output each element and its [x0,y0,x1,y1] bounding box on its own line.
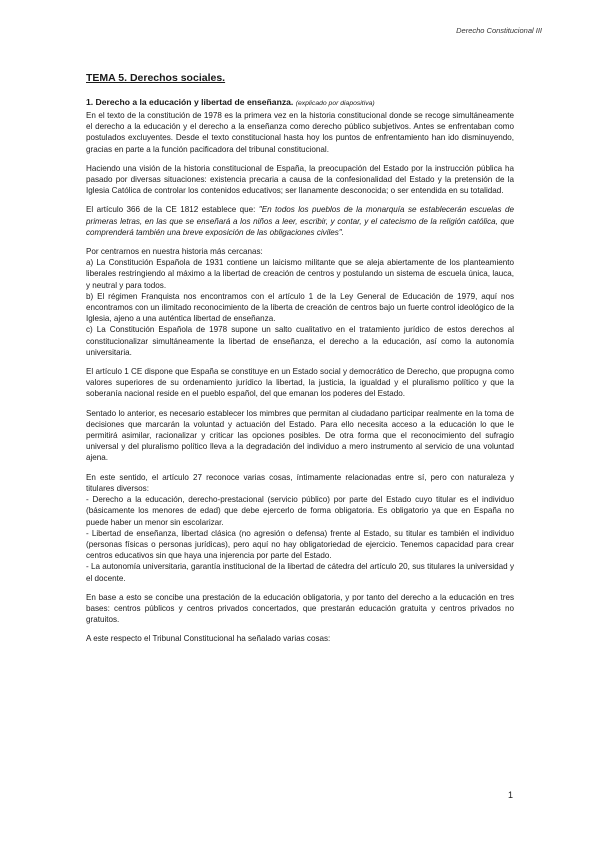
document-body [86,72,514,653]
bullet-item-3: - La autonomía universitaria, garantía institucional de la libertad de cátedra del artículo 20, sus titulares la universidad y el docente. [86,562,514,583]
paragraph-2: Haciendo una visión de la historia constitucional de España, la preocupación del Estado por la instrucción pública ha pasado por diversas situaciones: existencia precaria a causa de la confesionalidad del Estado y la pretensión de la Iglesia Católica de controlar los contenidos educativos; ser llanamente desconocida; o ser entendida en su totalidad. [86,163,514,196]
paragraph-5: El artículo 1 CE dispone que España se constituye en un Estado social y democrático de Derecho, que propugna como valores superiores de su ordenamiento jurídico la libertad, la justicia, la igualdad y el pluralismo político y que la soberanía nacional reside en el pueblo español, del que emanan los poderes del Estado. [86,367,514,399]
section-heading-text: 1. Derecho a la educación y libertad de enseñanza. [86,97,294,107]
paragraph-7-intro: En este sentido, el artículo 27 reconoce varias cosas, íntimamente relacionadas entre sí, pero con naturaleza y titulares diversos: [86,472,514,493]
page-number: 1 [507,790,513,800]
paragraph-4-intro: Por centrarnos en nuestra historia más cercanas: [86,247,263,257]
paragraph-1: En el texto de la constitución de 1978 es la primera vez en la historia constitucional donde se recoge simultáneamente el derecho a la educación y el derecho a la enseñanza como derecho público subjetivos. Antes se enfrentaban como postulados excluyentes. Desde el texto constitucional hasta hoy los puntos de enfrentamiento han ido disminuyendo, gracias en parte a la función pacificadora del tribunal constitucional. [86,111,514,154]
paragraph-3-quote: "En todos los pueblos de la monarquía se establecerán escuelas de primeras letras, en las que se enseñará a los niños a leer, escribir, y contar, y el catecismo de la religión católica, que comprenderá también una breve exposición de las obligaciones civiles". [86,205,514,237]
paragraph-8: En base a esto se concibe una prestación de la educación obligatoria, y por tanto del derecho a la educación en tres bases: centros públicos y centros privados concertados, que prestarán educación gratuita y centros privados no gratuitos. [86,592,514,625]
section-note: (explicado por diapositiva) [295,100,375,107]
paragraph-3 [86,204,514,238]
list-item-c: c) La Constitución Española de 1978 supone un salto cualitativo en el tratamiento jurídico de estos derechos al constitucionalizar simultáneamente la libertad de enseñanza, el derecho a la educación, así como la autonomía universitaria. [86,325,514,357]
list-item-b: b) El régimen Franquista nos encontramos con el artículo 1 de la Ley General de Educación de 1979, aquí nos encontramos con un ilimitado reconocimiento de la liberta de creación de centros bajo un fuerte control ideológico de la Iglesia, ajeno a una auténtica libertad de enseñanza. [86,291,514,324]
section-heading [86,96,514,110]
running-header: Derecho Constitucional III [456,26,542,35]
list-item-a: a) La Constitución Española de 1931 contiene un laicismo militante que se aleja abiertamente de los planteamiento liberales restringiendo al máximo a la libertad de creación de centros y postulando un sistema de escuela única, lauca, y neutral y para todos. [86,258,514,290]
paragraph-3-intro: El artículo 366 de la CE 1812 establece que: [86,205,259,215]
bullet-item-1: - Derecho a la educación, derecho-prestacional (servicio público) por parte del Estado cuyo titular es el individuo (básicamente los menores de edad) que debe ejercerlo de forma obligatoria. Es obligatorio ya que en España no puede haber un menor sin escolarizar. [86,495,514,527]
paragraph-6: Sentado lo anterior, es necesario establecer los mimbres que permitan al ciudadano participar realmente en la toma de decisiones que marcarán la voluntad y actuación del Estado. Para ello necesita acceso a la educación lo que le permitirá asimilar, racionalizar y criticar las opciones posibles. De otra forma que el reconocimiento del sufragio universal y del pluralismo político lleva a la degradación del individuo a mero instrumento al servicio de una voluntad ajena. [86,408,514,463]
bullet-item-2: - Libertad de enseñanza, libertad clásica (no agresión o defensa) frente al Estado, su titular es también el individuo (personas físicas o personas jurídicas), pero aquí no hay obligatoriedad de ejercicio. Tenemos capacidad para crear centros educativos sin que haya una injerencia por parte del Estado. [86,528,514,561]
page-title: TEMA 5. Derechos sociales. [86,72,226,84]
paragraph-9: A este respecto el Tribunal Constitucional ha señalado varias cosas: [86,634,331,644]
